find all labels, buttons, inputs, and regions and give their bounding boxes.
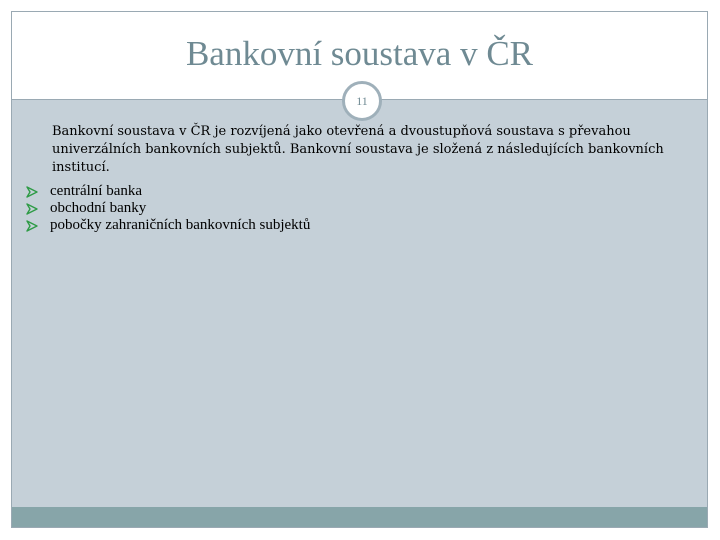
list-item: [25, 183, 625, 200]
bullet-label: obchodní banky: [50, 200, 147, 216]
list-item: [25, 217, 625, 234]
slide: [11, 11, 708, 528]
arrow-bullet-icon: [25, 219, 39, 233]
footer-bar: [12, 507, 707, 527]
intro-paragraph: Bankovní soustava v ČR je rozvíjená jako otevřená a dvoustupňová soustava s převahou univerzálních bankovních subjektů. Bankovní soustava je složená z následujících bankovních institucí.: [52, 124, 664, 175]
list-item: [25, 200, 625, 217]
bullet-list: [25, 183, 625, 234]
bullet-label: centrální banka: [50, 183, 143, 199]
arrow-bullet-icon: [25, 185, 39, 199]
slide-title: Bankovní soustava v ČR: [185, 34, 534, 73]
bullet-label: pobočky zahraničních bankovních subjektů: [50, 217, 311, 233]
page-number: 11: [356, 93, 368, 108]
arrow-bullet-icon: [25, 202, 39, 216]
page-number-badge: [342, 81, 382, 121]
